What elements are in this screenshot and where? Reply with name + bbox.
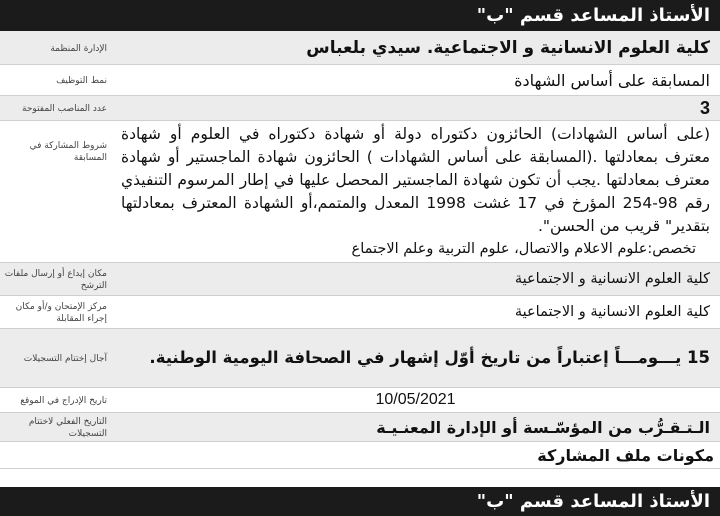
- open-positions-label: عدد المناصب المفتوحة: [22, 104, 107, 115]
- specialization-text: تخصص:علوم الاعلام والاتصال، علوم التربية وعلم الاجتماع: [351, 241, 696, 257]
- organization-value: كلية العلوم الانسانية و الاجتماعية. سيدي بلعباس: [306, 37, 710, 58]
- posting-date-label: تاريخ الإدراج في الموقع: [20, 396, 107, 407]
- registration-deadline-value: 15 يـــومـــاً إعتباراً من تاريخ أوّل إشهار في الصحافة اليومية الوطنية.: [149, 348, 710, 367]
- footer-bar: [0, 487, 720, 516]
- row-exam-center: [0, 296, 720, 329]
- actual-closing-label: التاريخ الفعلي لاختتام التسجيلات: [28, 417, 107, 439]
- conditions-value: [113, 121, 720, 262]
- header-bar: [0, 0, 720, 31]
- open-positions-value: 3: [699, 97, 710, 118]
- row-open-positions: [0, 96, 720, 121]
- row-organization: [0, 31, 720, 65]
- details-table: [0, 31, 720, 469]
- footer-position-title: الأستاذ المساعد قسم "ب": [476, 491, 710, 512]
- exam-center-value: كلية العلوم الانسانية و الاجتماعية: [514, 304, 710, 320]
- actual-closing-value: الـتـقـرُّب من المؤسّـسة أو الإدارة المعنـيـة: [376, 417, 710, 437]
- submission-place-value: كلية العلوم الانسانية و الاجتماعية: [514, 271, 710, 287]
- recruitment-mode-value: المسابقة على أساس الشهادة: [514, 70, 710, 90]
- row-submission-place: [0, 263, 720, 296]
- conditions-label: شروط المشاركة في المسابقة: [29, 141, 107, 163]
- organization-label: الإدارة المنظمة: [50, 43, 107, 54]
- registration-deadline-label: آجال إختتام التسجيلات: [23, 354, 107, 365]
- section-title: مكونات ملف المشاركة: [0, 442, 720, 469]
- exam-center-label: مركز الإمتحان و/أو مكان إجراء المقابلة: [15, 302, 107, 324]
- row-recruitment-mode: [0, 65, 720, 96]
- row-posting-date: [0, 388, 720, 413]
- position-title: الأستاذ المساعد قسم "ب": [476, 5, 710, 26]
- row-conditions: [0, 121, 720, 263]
- row-registration-deadline: [0, 329, 720, 388]
- recruitment-mode-label: نمط التوظيف: [56, 76, 107, 87]
- row-actual-closing: [0, 413, 720, 442]
- submission-place-label: مكان إيداع أو إرسال ملفات الترشح: [4, 269, 107, 291]
- conditions-text: (على أساس الشهادات) الحائزون دكتوراه دولة أو شهادة دكتوراه في العلوم أو شهادة معترف بمعادلتها .(المسابقة على أساس الشهادات ) الحائزون شهادة الماجستير أو شهادة معترف بمعادلتها .يجب أن تكون شهادة الماجستير المحصل عليها في إطار المرسوم التنفيذي رقم 98-254 المؤرخ في 17 غشت 1998 المعدل والمتمم،أو الشهادة المعترف بمعادلتها بتقدير" قريب من الحسن".: [121, 125, 710, 235]
- posting-date-value: 10/05/2021: [375, 391, 456, 408]
